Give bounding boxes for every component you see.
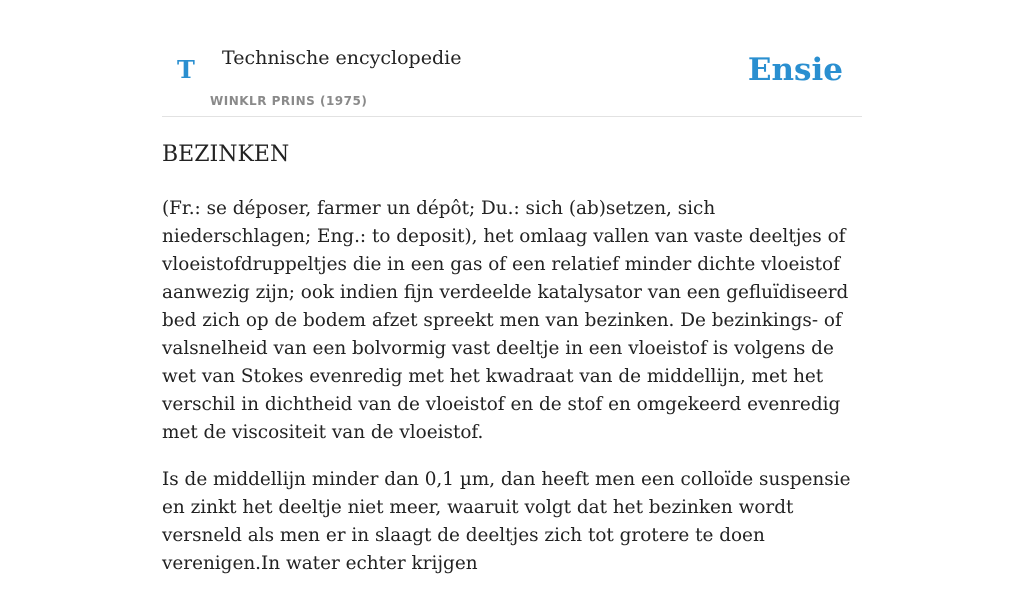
article-paragraph-2: Is de middellijn minder dan 0,1 µm, dan heeft men een colloïde suspensie en zinkt het deeltje niet meer, waaruit volgt dat het bezinken wordt versneld als men er in slaagt de deeltjes zich tot grotere te doen verenigen.In water echter krijgen bbox=[162, 469, 851, 574]
page-header bbox=[162, 0, 862, 117]
book-logo-letter[interactable]: T bbox=[177, 55, 195, 84]
ensie-logo[interactable]: Ensie bbox=[747, 52, 843, 88]
article-title: BEZINKEN bbox=[162, 142, 290, 167]
book-title-link[interactable]: Technische encyclopedie bbox=[222, 47, 462, 69]
article bbox=[162, 139, 862, 597]
book-source-label: WINKLR PRINS (1975) bbox=[210, 94, 368, 108]
article-paragraph-1: (Fr.: se déposer, farmer un dépôt; Du.: sich (ab)setzen, sich niederschlagen; Eng.: to deposit), het omlaag vallen van vaste deeltjes of vloeistofdruppeltjes die in een gas of een relatief minder dichte vloeistof aanwezig zijn; ook indien fijn verdeelde katalysator van een gefluïdiseerd bed zich op de bodem afzet spreekt men van bezinken. De bezinkings- of valsnelheid van een bolvormig vast deeltje in een vloeistof is volgens de wet van Stokes evenredig met het kwadraat van de middellijn, met het verschil in dichtheid van de vloeistof en de stof en omgekeerd evenredig met de viscositeit van de vloeistof. bbox=[162, 198, 849, 443]
